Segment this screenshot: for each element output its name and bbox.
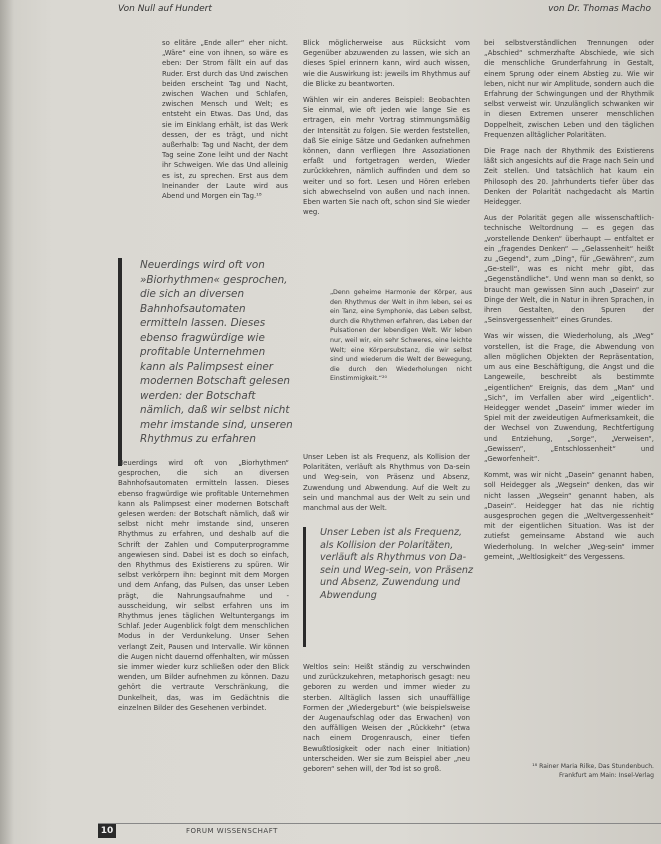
- pull-quote: Unser Leben ist als Frequenz, als Kollision der Polaritäten, verläuft als Rhythmus von Da-sein und Weg-sein, von Präsenz und Absenz, Zuwendung und Abwendung: [303, 527, 473, 647]
- paragraph: Kommt, was wir nicht „Dasein“ genannt haben, soll Heidegger als „Wegsein“ denken, das wir nicht lassen „Wegsein“ genannt haben, als „Dasein“. Heidegger hat das nie richtig ausgesprochen gegen die „Weltvergessenheit“ mit der eigentlichen Situation. Was ist der zutiefst gemeinsame Abstand wie auch Wiederholung. In welcher „Weg-sein“ immer gemeint, „Weltlosigkeit“ des Vergessens.: [484, 471, 654, 561]
- running-head-title: Von Null auf Hundert: [118, 4, 212, 14]
- page-number: 10: [98, 824, 116, 838]
- running-head-author: von Dr. Thomas Macho: [548, 4, 651, 14]
- column-2: [303, 38, 470, 223]
- paragraph: Was wir wissen, die Wiederholung, als „Weg“ vorstellen, ist die Frage, die Abwendung von allen möglichen Objekten der Repräsentation, um aus eine Beschäftigung, die Angst und die Langeweile, beschreibt als bestimmte „eigentlichen“ Ereignis, das dem „Man“ und „Sich“, im Verfallen aber wird „eigentlich“. Heidegger wendet „Dasein“ immer wieder im Spiel mit der zweideutigen Aufmerksamkeit, die der Wechsel von Zuwendung, Rechtfertigung und Entziehung, „Sorge“, „Verweisen“, „Gewissen“, „Entschlossenheit“ und „Geworfenheit“.: [484, 332, 654, 463]
- magazine-name: FORUM WISSENSCHAFT: [186, 827, 278, 835]
- block-quote: „Denn geheime Harmonie der Körper, aus den Rhythmus der Welt in ihm leben, sei es ein Tanz, eine Symphonie, das Leben selbst, durch die Rhythmen erfahren, das Leben der Pulsationen der lebendigen Welt. Wir leben nur, weil wir, ein sehr Schweres, eine leichte Welt; eine Körpersubstanz, die wir selbst sind und wiederum die Welt der Bewegung, die durch den Wiederholungen nicht Einstimmigkeit.“²⁰: [330, 289, 472, 383]
- paragraph: Wählen wir ein anderes Beispiel: Beobachten Sie einmal, wie oft jeden wie lange Sie es ertragen, ein mehr Vortrag stimmungsmäßig der Intensität zu folgen. Sie werden feststellen, daß Sie einige Sätze und Gedanken aufnehmen können, dann verfliegen Ihre Assoziationen erfaßt und fortgetragen werden, Wieder zurückkehren, nämlich auffinden und dem so weiter und so fort. Lesen und Hören erleben sich abwechselnd von außen und nach innen. Eben warten Sie nach oft, schon sind Sie wieder weg.: [303, 96, 470, 217]
- column-3: [484, 38, 654, 568]
- column-1-bottom: [118, 458, 289, 719]
- paragraph: Weltlos sein: Heißt ständig zu verschwinden und zurückzukehren, metaphorisch gesagt: neu geboren zu werden und immer wieder zu sterben. Alltäglich lassen sich unauffällige Formen der „Wiedergeburt“ (wie beispielsweise der Augenaufschlag oder das Erwachen) von den auffälligen Weisen der „Rückkehr“ (etwa nach einem Drogenrausch, einer tiefen Bewußtlosigkeit oder nach einer Initiation) unterscheiden. Wer sie zum Beispiel aber „neu geboren“ sehen will, der Tod ist so groß.: [303, 663, 470, 774]
- paragraph: so elitäre „Ende aller“ eher nicht. „Wäre“ eine von ihnen, so wäre es eben: Der Strom fällt ein auf das Ruder. Erst durch das Und zwischen beiden erscheint Tag und Nacht, zwischen Wachen und Schlafen, zwischen Mensch und Welt; es entsteht ein Etwas. Das Und, das sie im Einklang erhält, ist das Werk dessen, der es trägt, und nicht außerhalb: Tag und Nacht, der dem Tag seine Zone leiht und der Nacht ihr Schweigen. Wie das Und alleinig es ist, zu sprechen. Erst aus dem Ineinander der Laute wird aus Abend und Morgen ein Tag.¹⁸: [162, 39, 288, 201]
- column-1-top: [162, 38, 288, 207]
- pull-quote: Neuerdings wird oft von »Biorhythmen« gesprochen, die sich an diversen Bahnhofsautomaten ermitteln lassen. Dieses ebenso fragwürdige wie profitable Unternehmen kann als Palimpsest einer modernen Botschaft gelesen werden: der Botschaft nämlich, daß wir selbst nicht mehr imstande sind, unseren Rhythmus zu erfahren: [118, 258, 293, 466]
- binding-shadow: [0, 0, 14, 844]
- column-2-middle: [303, 452, 470, 519]
- paragraph: Unser Leben ist als Frequenz, als Kollision der Polaritäten, verläuft als Rhythmus von Da-sein und Weg-sein, von Präsenz und Absenz, Zuwendung und Abwendung. Auf die Welt zu sein und manchmal aus der Welt zu sein und manchmal aus der Welt.: [303, 453, 470, 513]
- paragraph: Aus der Polarität gegen alle wissenschaftlich-technische Weltordnung — es gegen das „vorstellende Denken“ überhaupt — entfaltet er ein „fragendes Denken“ — „Gelassenheit“ heißt zu „Gegend“, zum „Ding“, für „Gewähren“, zum „Ge-stell“, was es nicht mehr gibt, das „Gegenständliche“. Und wenn man so denkt, so braucht man gewissen Sinn auch „Dasein“ zur Dinge der Welt, die in Natur in ihren Sprachen, in ihren Gestalten, den Spuren der „Seinsvergessenheit“ eines Grundes.: [484, 214, 654, 325]
- column-2-bottom: [303, 662, 470, 780]
- paragraph: bei selbstverständlichen Trennungen oder „Abschied“ schmerzhafte Abschiede, wie sich die menschliche Grunderfahrung in Gestalt, einem Sprung oder einem Abstieg zu. Wie wir leben, nicht nur wir Amplitude, sondern auch die Erfahrung der Schwingungen und der Rhythmik selbst verweist wir. Unzulänglich schwanken wir in diesen Extremen unserer menschlichen Doppelheit, zwischen Leben und den täglichen Frequenzen alltäglicher Polaritäten.: [484, 39, 654, 139]
- paragraph: Die Frage nach der Rhythmik des Existierens läßt sich angesichts auf die Frage nach Sein und Zeit stellen. Und tatsächlich hat kaum ein Philosoph des 20. Jahrhunderts tiefer über das Denken der Polarität nachgedacht als Martin Heidegger.: [484, 147, 654, 207]
- paragraph: Neuerdings wird oft von „Biorhythmen“ gesprochen, die sich an diversen Bahnhofsautomaten ermitteln lassen. Dieses ebenso fragwürdige wie profitable Unternehmen kann als Palimpsest einer modernen Botschaft gelesen werden: der Botschaft nämlich, daß wir selbst nicht mehr imstande sind, unseren Rhythmus zu erfahren, und deshalb auf die Schrift der Zahlen und Computerprogramme angewiesen sind. Dabei ist es doch so einfach, den Rhythmus des Existierens zu spüren. Wir selbst verkörpern ihn: beginnt mit dem Morgen und dem Anfang, das Pulsen, das unser Leben prägt, die Nahrungsaufnahme und -ausscheidung, wir selbst erfahren uns im Rhythmus jenes täglichen Weltuntergangs im Schlaf. Jeder Augenblick folgt dem menschlichen Modus in der Verdunkelung. Unser Sehen verlangt Zeit, Pausen und Intervalle. Wir können die Augen nicht dauernd offenhalten, wir müssen sie immer wieder kurz schließen oder den Blick wenden, um Bilder aufnehmen zu können. Dazu gehört die vertraute Verschränkung, die Dunkelheit, das, was im Gedächtnis die einzelnen Bilder des Gesehenen verbindet.: [118, 459, 289, 712]
- paragraph: Blick möglicherweise aus Rücksicht vom Gegenüber abzuwenden zu lassen, wie sich an dieses Spiel erinnern kann, wird auch wissen, wie die Auswirkung ist: jeweils im Rhythmus auf die Blicke zu beantworten.: [303, 39, 470, 88]
- footnote: ¹⁸ Rainer Maria Rilke, Das Stundenbuch. Frankfurt am Main: Insel-Verlag: [532, 763, 654, 779]
- page-footer: [98, 823, 661, 838]
